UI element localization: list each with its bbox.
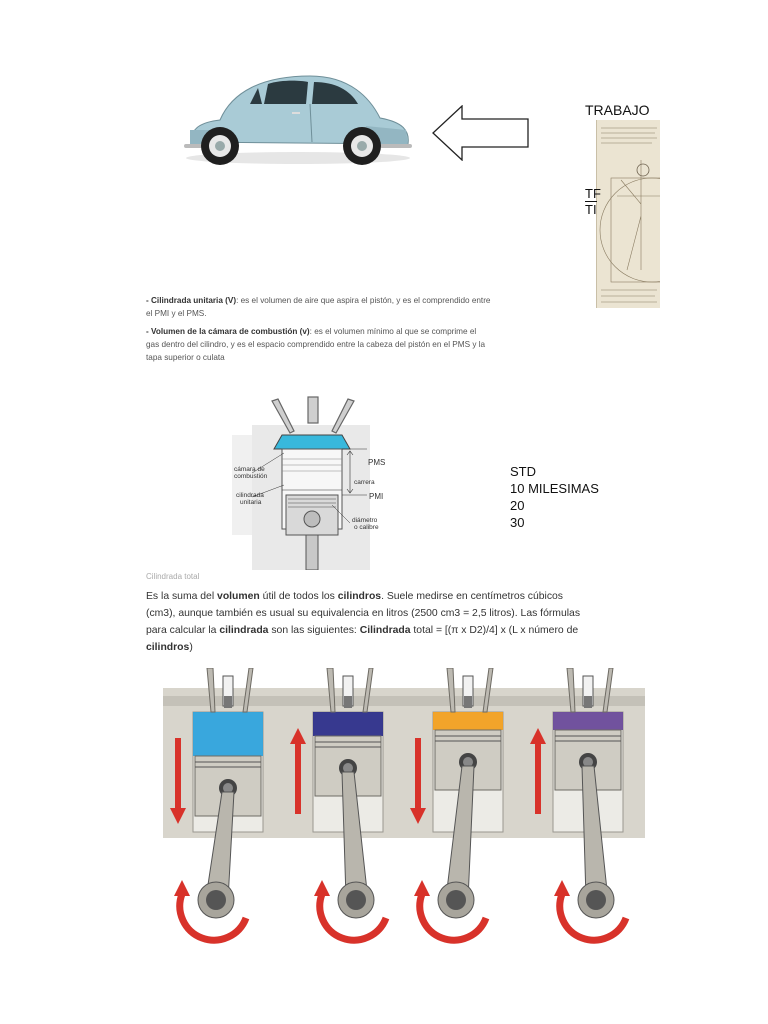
label-cilindrada-1: cilindrada bbox=[236, 492, 264, 499]
label-pms: PMS bbox=[368, 458, 386, 467]
std-item: 30 bbox=[510, 515, 525, 530]
fraction-numerator: TF bbox=[585, 186, 601, 201]
label-carrera: carrera bbox=[354, 479, 375, 486]
std-item: STD bbox=[510, 464, 536, 479]
beetle-car-image bbox=[180, 70, 415, 170]
trabajo-label: TRABAJO bbox=[585, 102, 650, 118]
label-pmi: PMI bbox=[369, 492, 384, 501]
four-stroke-engine-illustration bbox=[163, 668, 645, 946]
label-camara-2: combustión bbox=[234, 473, 268, 480]
definitions-block bbox=[146, 294, 491, 369]
std-item: 20 bbox=[510, 498, 525, 513]
cylinder-diagram bbox=[232, 395, 402, 570]
label-cilindrada-2: unitaria bbox=[240, 499, 262, 506]
std-item: 10 MILESIMAS bbox=[510, 481, 599, 496]
std-list bbox=[510, 463, 599, 531]
vitruvian-man-image bbox=[596, 120, 660, 308]
cilindrada-paragraph: Es la suma del volumen útil de todos los cilindros. Suele medirse en centímetros cúbicos (cm3), aunque también es usual su equivalencia en litros (2500 cm3 = 2,5 litros). Las fórmulas para calcular la cilindrada son las siguientes: Cilindrada total = [(π x D2)/4] x (L x número de cilindros) bbox=[146, 591, 581, 653]
cropped-heading: Cilindrada total bbox=[146, 572, 200, 581]
label-diametro-1: diámetro bbox=[352, 517, 378, 524]
fraction-denominator: TI bbox=[585, 202, 597, 217]
definition-item: - Volumen de la cámara de combustión (v): es el volumen mínimo al que se comprime el gas dentro del cilindro, y es el espacio comprendido entre la cabeza del pistón en el PMS y la tapa superior o culata bbox=[146, 327, 486, 362]
definition-item: - Cilindrada unitaria (V): es el volumen de aire que aspira el pistón, y es el comprendido entre el PMI y el PMS. bbox=[146, 296, 491, 318]
label-camara-1: cámara de bbox=[234, 466, 265, 473]
label-diametro-2: o calibre bbox=[354, 524, 379, 531]
left-arrow-icon bbox=[432, 105, 530, 161]
